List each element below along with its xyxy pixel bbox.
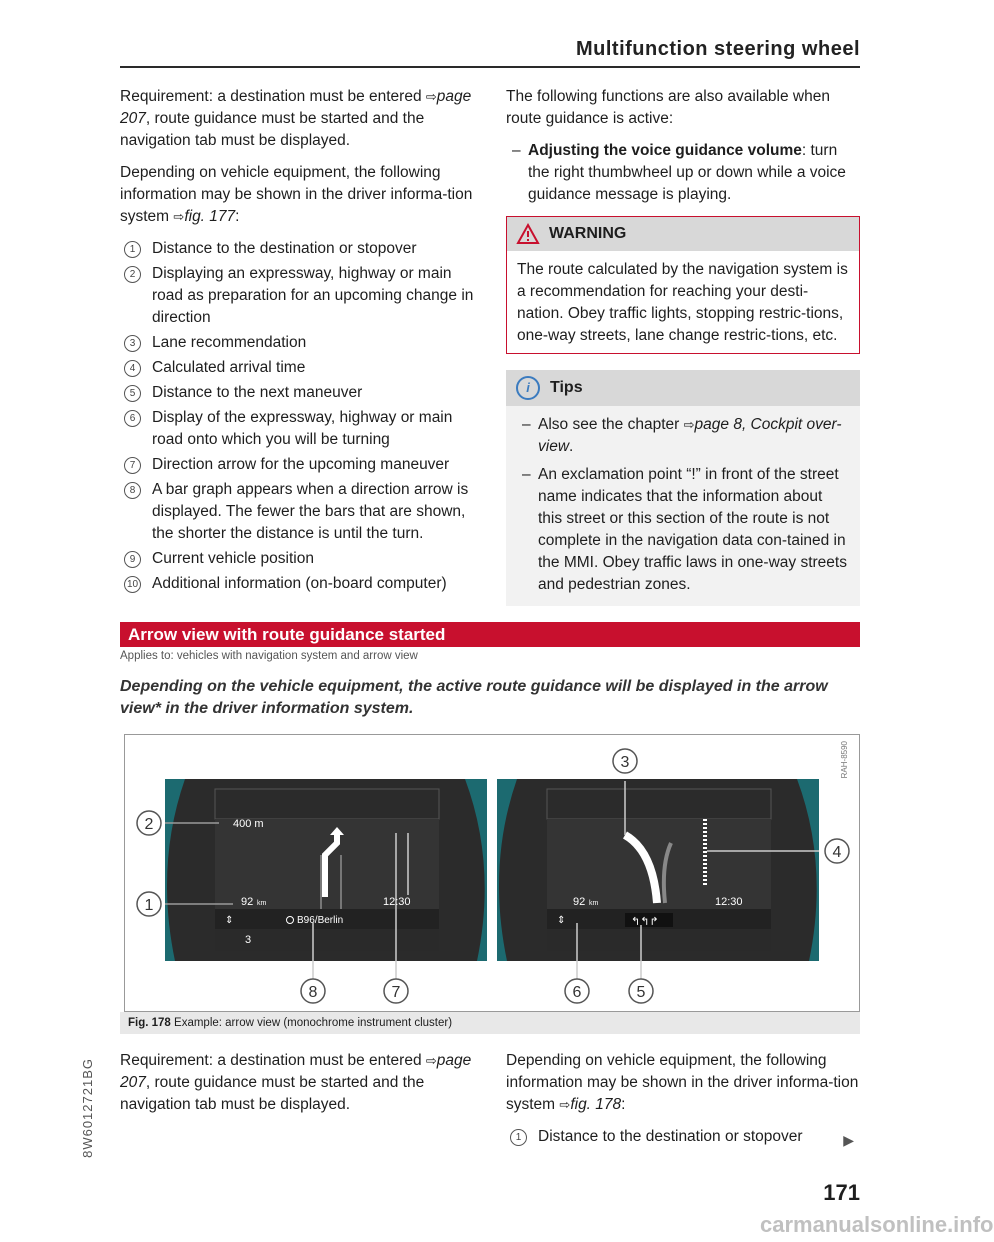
callout-7 xyxy=(384,979,408,1003)
left-distance-text: 400 m xyxy=(233,818,264,830)
warning-triangle-icon xyxy=(517,224,539,244)
svg-text:5: 5 xyxy=(636,984,646,1001)
voice-volume-bullet: – Adjusting the voice guidance volume: turn the right thumbwheel up or down while a voice guidance message is playing. xyxy=(506,140,860,206)
figure-178 xyxy=(124,734,860,1012)
legend-item xyxy=(120,548,480,570)
page-ref-link[interactable]: page 207 xyxy=(120,1052,472,1091)
left-street-text: B96/Berlin xyxy=(297,915,344,926)
legend-text: Distance to the next maneuver xyxy=(152,384,363,401)
callout-4 xyxy=(825,839,849,863)
legend-item xyxy=(120,263,480,329)
warning-title: WARNING xyxy=(549,225,627,242)
continue-arrow-icon: ▶ xyxy=(843,1132,854,1148)
svg-text:8: 8 xyxy=(308,984,318,1001)
legend-text: Calculated arrival time xyxy=(152,359,306,376)
callout-8 xyxy=(301,979,325,1003)
legend-text: Direction arrow for the upcoming maneuver xyxy=(152,456,450,473)
legend-text: Additional information (on-board computer) xyxy=(152,575,447,592)
header-rule xyxy=(120,66,860,68)
left-time-text: 12:30 xyxy=(383,896,411,908)
callout-6 xyxy=(565,979,589,1003)
bottom-depending: Depending on vehicle equipment, the following information may be shown in the driver informa-tion system ⇨fig. 178: xyxy=(506,1052,859,1113)
legend-item xyxy=(120,332,480,354)
left-column xyxy=(120,86,480,598)
legend-number: 6 xyxy=(124,410,141,427)
legend-text: Distance to the destination or stopover xyxy=(152,240,417,257)
legend-number: 7 xyxy=(124,457,141,474)
svg-text:4: 4 xyxy=(832,844,842,861)
section-intro: Depending on the vehicle equipment, the active route guidance will be displayed in the arrow view* in the driver information system. xyxy=(120,678,828,717)
functions-intro: The following functions are also available when route guidance is active: xyxy=(506,88,830,127)
tips-body xyxy=(506,406,860,606)
page-ref-link[interactable]: page 8, Cockpit over-view xyxy=(538,416,842,455)
scroll-updown-icon: ⇕ xyxy=(557,915,566,926)
legend-text: A bar graph appears when a direction arrow is displayed. The fewer the bars that are shown, the shorter the distance is until the turn. xyxy=(152,481,469,542)
legend-number: 8 xyxy=(124,482,141,499)
lane-arrow-icon: ↰↰↱ xyxy=(631,915,659,928)
legend-number: 2 xyxy=(124,266,141,283)
legend-item xyxy=(120,407,480,451)
arrow-right-icon: ⇨ xyxy=(559,1097,571,1112)
page-header: Multifunction steering wheel xyxy=(575,38,860,60)
legend-text: Current vehicle position xyxy=(152,550,314,567)
legend-item xyxy=(120,454,480,476)
figure-ref-code: RAH-8590 xyxy=(840,741,849,779)
page-number: 171 xyxy=(823,1180,860,1205)
warning-header xyxy=(507,217,859,251)
warning-box xyxy=(506,216,860,354)
legend-item xyxy=(120,382,480,404)
right-km-text: 92 xyxy=(573,896,586,908)
legend-item: 1 Distance to the destination or stopover xyxy=(506,1126,860,1148)
requirement-paragraph: Requirement: a destination must be entered ⇨page 207, route guidance must be started and the navigation tab must be displayed. xyxy=(120,88,472,149)
watermark: carmanualsonline.info xyxy=(760,1212,994,1237)
legend-text: Displaying an expressway, highway or main road as preparation for an upcoming change in direction xyxy=(152,265,474,326)
legend-item xyxy=(120,573,480,595)
left-km-unit: km xyxy=(257,900,267,907)
svg-text:6: 6 xyxy=(572,984,582,1001)
callout-1 xyxy=(137,892,161,916)
bottom-requirement: Requirement: a destination must be entered ⇨page 207, route guidance must be started and the navigation tab must be displayed. xyxy=(120,1052,472,1113)
legend-number: 4 xyxy=(124,360,141,377)
fig-ref-link[interactable]: fig. 177 xyxy=(184,208,236,225)
left-cluster-display xyxy=(165,779,487,981)
arrow-right-icon: ⇨ xyxy=(173,209,185,224)
callout-5 xyxy=(629,979,653,1003)
svg-text:7: 7 xyxy=(391,984,401,1001)
svg-text:1: 1 xyxy=(144,897,154,914)
tips-header xyxy=(506,370,860,406)
figure-caption xyxy=(120,1012,860,1034)
page-ref-link[interactable]: page 207 xyxy=(120,88,472,127)
left-km-text: 92 xyxy=(241,896,254,908)
right-column xyxy=(506,86,860,606)
arrow-right-icon: ⇨ xyxy=(425,89,437,104)
depending-paragraph: Depending on vehicle equipment, the following information may be shown in the driver informa-tion system ⇨fig. 177: xyxy=(120,164,473,225)
cluster-illustration xyxy=(125,735,859,1011)
right-cluster-display xyxy=(497,779,819,981)
warning-text: The route calculated by the navigation system is a recommendation for reaching your desti-nation. Obey traffic lights, stopping restric-tions, one-way streets, lane change restric-tions, etc. xyxy=(517,261,848,344)
bottom-legend-list xyxy=(506,1126,860,1148)
info-icon: i xyxy=(516,376,540,400)
legend-number: 10 xyxy=(124,576,141,593)
tips-title: Tips xyxy=(550,379,583,396)
legend-text: Lane recommendation xyxy=(152,334,307,351)
arrow-right-icon: ⇨ xyxy=(425,1053,437,1068)
figure-label: Fig. 178 xyxy=(128,1017,171,1029)
legend-text: Display of the expressway, highway or main road onto which you will be turning xyxy=(152,409,453,448)
legend-number: 5 xyxy=(124,385,141,402)
legend-number: 1 xyxy=(124,241,141,258)
legend-item xyxy=(120,238,480,260)
legend-item xyxy=(120,479,480,545)
tip-item: – Also see the chapter ⇨page 8, Cockpit over-view. xyxy=(516,414,850,458)
legend-number: 1 xyxy=(510,1129,527,1146)
bottom-left-column xyxy=(120,1050,480,1126)
callout-3 xyxy=(613,749,637,773)
tips-box xyxy=(506,370,860,606)
arrow-right-icon: ⇨ xyxy=(683,417,695,432)
svg-text:2: 2 xyxy=(144,816,154,833)
legend-number: 9 xyxy=(124,551,141,568)
legend-number: 3 xyxy=(124,335,141,352)
callout-2 xyxy=(137,811,161,835)
scroll-updown-icon: ⇕ xyxy=(225,915,234,926)
section-title: Arrow view with route guidance started xyxy=(120,622,860,647)
bottom-right-column xyxy=(506,1050,860,1151)
right-time-text: 12:30 xyxy=(715,896,743,908)
fig-ref-link[interactable]: fig. 178 xyxy=(570,1096,622,1113)
tip-item: – An exclamation point “!” in front of the street name indicates that the information about this street or this section of the route is not complete in the navigation data con-tained in the MMI. Obey traffic laws in one-way streets and pedestrian zones. xyxy=(516,464,850,596)
legend-list xyxy=(120,238,480,595)
document-code: 8W6012721BG xyxy=(80,1058,95,1158)
svg-text:3: 3 xyxy=(620,754,630,771)
legend-item xyxy=(120,357,480,379)
figure-caption-text: Example: arrow view (monochrome instrument cluster) xyxy=(174,1017,453,1029)
right-km-unit: km xyxy=(589,900,599,907)
left-extra-text: 3 xyxy=(245,934,252,946)
applies-to: Applies to: vehicles with navigation system and arrow view xyxy=(120,650,418,662)
